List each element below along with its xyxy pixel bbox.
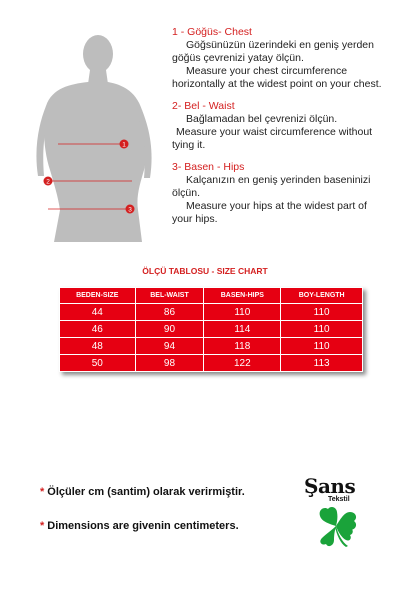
- note-english: [40, 520, 239, 532]
- measurement-instructions: [172, 26, 394, 235]
- size-chart-title: ÖLÇÜ TABLOSU - SIZE CHART: [142, 266, 268, 276]
- table-cell: 114: [204, 321, 281, 338]
- brand-logo: [300, 474, 370, 554]
- section-line: Measure your waist circumference without: [176, 126, 373, 138]
- table-cell: 110: [281, 338, 363, 355]
- table-cell: 44: [60, 304, 136, 321]
- table-header-row: [60, 288, 363, 304]
- table-cell: 46: [60, 321, 136, 338]
- table-cell: 113: [281, 355, 363, 372]
- section-line: göğüs çevrenizi yatay ölçün.: [172, 52, 304, 64]
- svg-text:1: 1: [122, 141, 126, 149]
- header-hips: BASEN-HIPS: [204, 288, 281, 304]
- section-title: 3- Basen - Hips: [172, 161, 245, 173]
- table-cell: 110: [204, 304, 281, 321]
- table-cell: 90: [135, 321, 204, 338]
- table-cell: 98: [135, 355, 204, 372]
- section-waist: [172, 100, 394, 152]
- asterisk: *: [40, 486, 45, 498]
- section-line: Measure your chest circumference: [186, 65, 348, 77]
- section-line: Kalçanızın en geniş yerinden baseninizi: [186, 174, 371, 186]
- clover-icon: [312, 504, 360, 548]
- asterisk: *: [40, 520, 45, 532]
- size-chart-table: [59, 287, 363, 372]
- table-cell: 122: [204, 355, 281, 372]
- header-length: BOY-LENGTH: [281, 288, 363, 304]
- table-cell: 48: [60, 338, 136, 355]
- brand-name: Şans: [304, 474, 356, 498]
- silhouette-shape: [36, 35, 151, 242]
- section-hips: [172, 161, 394, 226]
- body-silhouette-figure: [30, 30, 160, 250]
- section-title: 1 - Göğüs- Chest: [172, 26, 252, 38]
- note-text: Ölçüler cm (santim) olarak verirmiştir.: [47, 486, 245, 498]
- marker-2: [44, 177, 53, 186]
- section-title: 2- Bel - Waist: [172, 100, 235, 112]
- table-row: [60, 321, 363, 338]
- table-cell: 110: [281, 321, 363, 338]
- brand-subtitle: Tekstil: [328, 496, 350, 503]
- section-line: horizontally at the widest point on your chest.: [172, 78, 382, 90]
- table-row: [60, 355, 363, 372]
- table-cell: 50: [60, 355, 136, 372]
- table-cell: 86: [135, 304, 204, 321]
- section-chest: [172, 26, 394, 91]
- table-cell: 94: [135, 338, 204, 355]
- section-line: your hips.: [172, 213, 218, 225]
- note-text: Dimensions are givenin centimeters.: [47, 520, 239, 532]
- table-row: [60, 338, 363, 355]
- table-row: [60, 304, 363, 321]
- header-waist: BEL-WAIST: [135, 288, 204, 304]
- svg-text:2: 2: [46, 178, 50, 186]
- marker-1: [120, 140, 129, 149]
- section-line: Göğsünüzün üzerindeki en geniş yerden: [186, 39, 374, 51]
- table-cell: 110: [281, 304, 363, 321]
- section-line: ölçün.: [172, 187, 201, 199]
- section-line: Bağlamadan bel çevrenizi ölçün.: [186, 113, 338, 125]
- section-line: Measure your hips at the widest part of: [186, 200, 367, 212]
- marker-3: [126, 205, 135, 214]
- svg-text:3: 3: [128, 206, 132, 214]
- table-cell: 118: [204, 338, 281, 355]
- note-turkish: [40, 486, 245, 498]
- header-size: BEDEN-SIZE: [60, 288, 136, 304]
- section-line: tying it.: [172, 139, 206, 151]
